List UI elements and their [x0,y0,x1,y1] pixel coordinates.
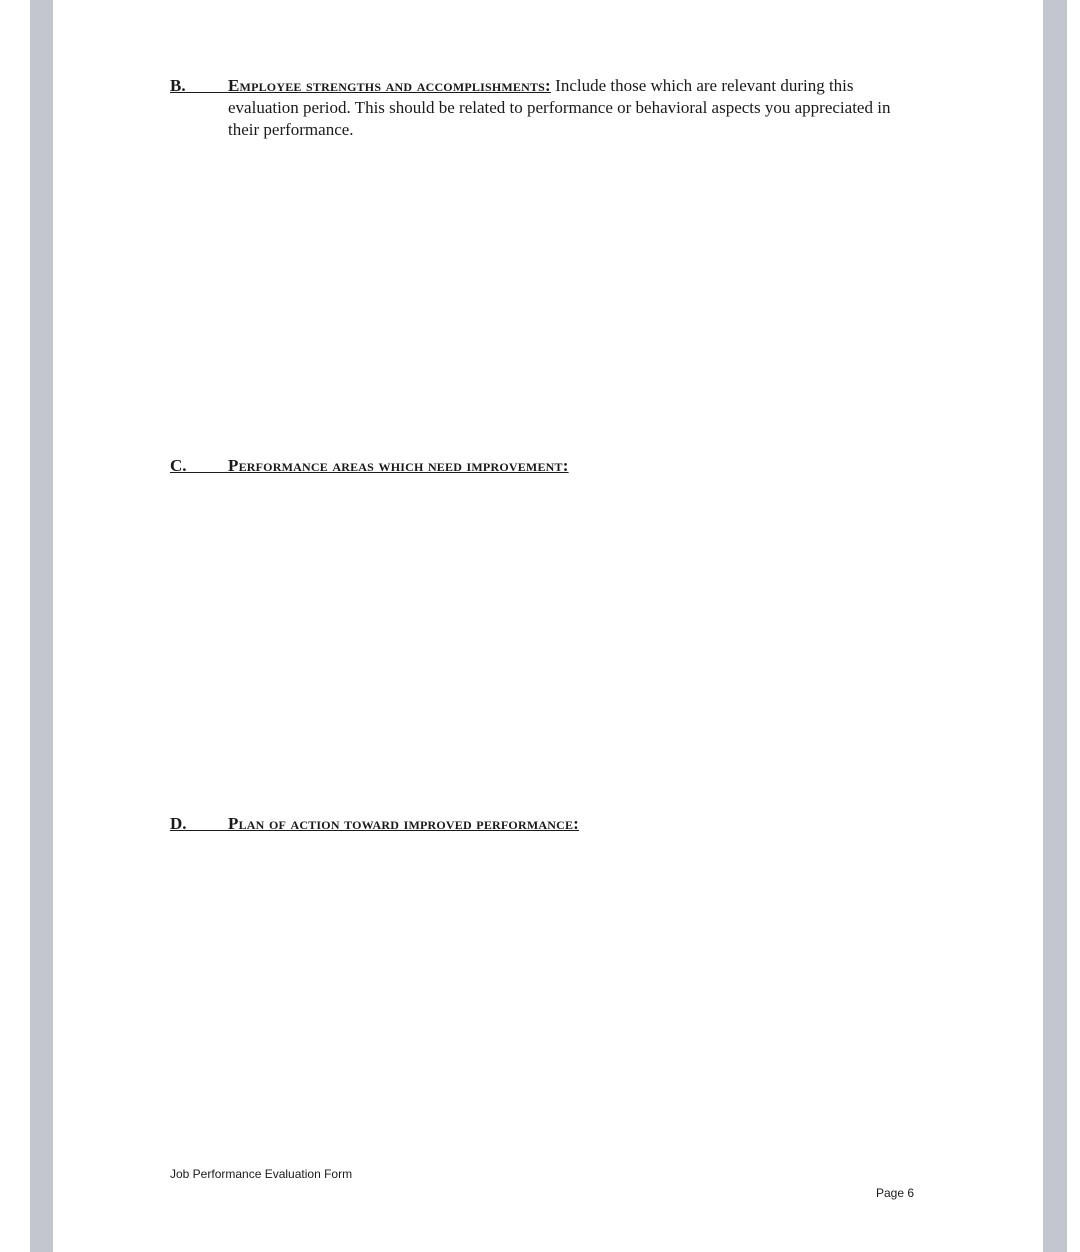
tab-leader-line [184,472,228,473]
tab-leader-line [184,830,228,831]
section-heading: Plan of action toward improved performance: [228,814,580,833]
viewer-gutter-left [30,0,53,1252]
document-page [53,0,1043,1252]
footer-form-name: Job Performance Evaluation Form [170,1167,353,1181]
section-letter: D. [170,814,187,833]
viewer-gutter-right[interactable] [1043,0,1067,1252]
section-body [228,75,908,141]
footer-page-number: Page 6 [876,1186,915,1200]
section-body [228,455,908,477]
section-body [228,813,908,835]
section-letter: C. [170,456,187,475]
section-letter: B. [170,76,186,95]
section-heading: Performance areas which need improvement: [228,456,569,475]
section-heading: Employee strengths and accomplishments: [228,76,551,95]
section-instructions: Include those which are relevant during this evaluation period. This should be related to performance or behavioral aspects you appreciated in their performance. [228,76,891,139]
tab-leader-line [184,92,228,93]
